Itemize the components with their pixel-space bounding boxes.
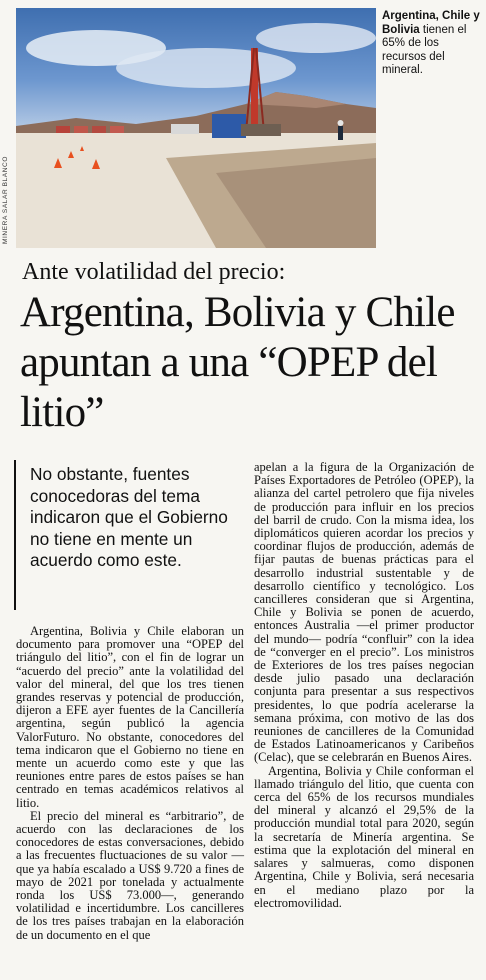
body-column-2: [254, 461, 474, 910]
caption-bold: Argentina, Chile y Bolivia: [382, 10, 480, 36]
photo-credit: [2, 8, 14, 248]
photo-caption: [382, 10, 482, 78]
kicker: Ante volatilidad del precio:: [22, 259, 286, 285]
headline: Argentina, Bolivia y Chile apuntan a una “OPEP del litio”: [20, 289, 455, 436]
pull-quote: [14, 460, 238, 610]
body-paragraph: El precio del mineral es “arbitrario”, de acuerdo con las declaraciones de los conocedores de estas conversaciones, debido a las frecuentes fluctuaciones de su valor —que ya había escalado a US$ 9.720 a fines de mayo de 2021 por tonelada y actualmente ronda los US$ 73.000—, generando volatilidad e incertidumbre. Los cancilleres de los tres países trabajan en la elaboración de un documento en el que: [16, 808, 244, 942]
salt-flat-drilling-image: [16, 8, 376, 248]
pull-quote-text: No obstante, fuentes conocedoras del tema indicaron que el Gobierno no tiene en mente un acuerdo como este.: [30, 464, 228, 571]
article-photo: [16, 8, 376, 248]
body-paragraph: Argentina, Bolivia y Chile elaboran un documento para promover una “OPEP del triángulo del litio”, con el fin de lograr un “acuerdo del precio” ante la volatilidad del valor del mineral, del que los tres tienen grandes reservas y potencial de producción, dijeron a EFE ayer fuentes de la Cancillería argentina, según publicó la agencia ValorFuturo. No obstante, conocedores del tema indicaron que el Gobierno no tiene en mente un acuerdo como este y que las reuniones entre pares de estos países se han centrado en temas académicos relativos al litio.: [16, 624, 244, 810]
caption-rest: tienen el 65% de los recursos del mineral.: [382, 23, 467, 76]
body-paragraph: Argentina, Bolivia y Chile conforman el llamado triángulo del litio, que cuenta con cerca del 65% de los recursos mundiales del mineral y alcanzó el 29,5% de la producción mundial total para 2020, según la secretaría de Minería argentina. Se estima que la explotación del mineral en salares y salmueras, como disponen Argentina, Chile y Bolivia, será necesaria en el mediano plazo por la electromovilidad.: [254, 763, 474, 910]
body-column-1: [16, 625, 244, 942]
body-paragraph: apelan a la figura de la Organización de Países Exportadores de Petróleo (OPEP), la alianza del cartel petrolero que fija niveles de producción para influir en los precios del barril de crudo. Con la misma idea, los diplomáticos quieren acordar los precios y coordinar flujos de producción, además de fijar pautas de buenas prácticas para el desarrollo industrial sustentable y de desarrollo científico y tecnológico. Los cancilleres consideran que si Argentina, Chile y Bolivia se ponen de acuerdo, entonces Australia —el primer productor del mundo— podría “confluir” con la idea de “converger en el precio”. Los ministros de Exteriores de los tres países negocian desde julio pasado una declaración conjunta para presentar a sus respectivos presidentes, lo que podría acelerarse la semana próxima, con motivo de las dos reuniones de cancilleres de la Comunidad de Estados Latinoamericanos y Caribeños (Celac), que se celebrarán en Buenos Aires.: [254, 460, 474, 765]
photo-credit-text: MINERA SALAR BLANCO: [2, 156, 9, 244]
